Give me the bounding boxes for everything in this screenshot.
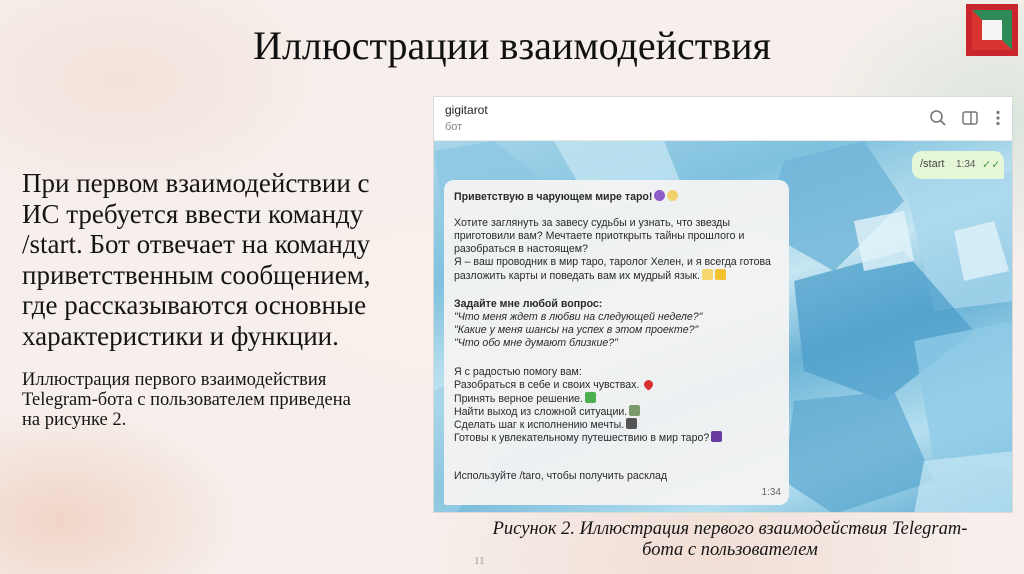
- moon-icon: [667, 190, 678, 201]
- incoming-message[interactable]: [444, 180, 789, 505]
- caption-line: Рисунок 2. Иллюстрация первого взаимодействия Telegram-: [492, 519, 968, 539]
- intro-line: Хотите заглянуть за завесу судьбы и узнать, что звезды: [454, 217, 730, 229]
- question-line: "Что меня ждет в любви на следующей неделе?": [454, 311, 703, 323]
- note-line: Иллюстрация первого взаимодействия: [22, 370, 327, 390]
- paragraph-line: При первом взаимодействии с: [22, 168, 370, 198]
- more-vertical-icon[interactable]: [988, 108, 1008, 128]
- sparkles-icon: [702, 269, 713, 280]
- intro-line: разобраться в настоящем?: [454, 243, 588, 255]
- paragraph-line: ИС требуется ввести команду: [22, 198, 364, 229]
- paragraph-line: /start. Бот отвечает на команду: [22, 229, 371, 259]
- outgoing-time: 1:34: [956, 159, 976, 170]
- intro-line: разложить карты и поведать вам их мудрый язык.: [454, 269, 726, 283]
- note-line: Telegram-бота с пользователем приведена: [22, 390, 351, 410]
- check-mark-icon: [585, 392, 596, 403]
- figure-caption: [445, 519, 1015, 561]
- footer-line: Используйте /taro, чтобы получить расклад: [454, 470, 668, 482]
- outgoing-text: /start: [920, 158, 945, 170]
- slide-title: Иллюстрации взаимодействия: [253, 23, 771, 68]
- paragraph-line: характеристики и функции.: [22, 320, 339, 351]
- sidebar-toggle-icon[interactable]: [960, 108, 980, 128]
- incoming-time: 1:34: [761, 487, 781, 498]
- chat-area[interactable]: [434, 141, 1012, 513]
- note-line: на рисунке 2.: [22, 410, 127, 430]
- help-line: Готовы к увлекательному путешествию в мир таро?: [454, 431, 722, 445]
- help-line: Найти выход из сложной ситуации.: [454, 405, 640, 419]
- paragraph-line: где рассказываются основные: [22, 290, 367, 320]
- chat-status: бот: [445, 121, 463, 133]
- crystal-ball-icon: [654, 190, 665, 201]
- help-line: Принять верное решение.: [454, 392, 596, 406]
- question-line: "Какие у меня шансы на успех в этом проекте?": [454, 324, 699, 336]
- road-icon: [629, 405, 640, 416]
- question-line: "Что обо мне думают близкие?": [454, 337, 618, 349]
- help-line: Разобраться в себе и своих чувствах.: [454, 379, 653, 392]
- star-icon: [715, 269, 726, 280]
- intro-line: Я – ваш проводник в мир таро, таролог Хелен, и я всегда готова: [454, 256, 771, 268]
- double-check-icon: ✓✓: [982, 159, 1001, 171]
- paragraph-line: приветственным сообщением,: [22, 259, 371, 290]
- question-header: Задайте мне любой вопрос:: [454, 298, 603, 310]
- heart-icon: [642, 378, 655, 391]
- help-line: Сделать шаг к исполнению мечты.: [454, 418, 637, 432]
- caption-line: бота с пользователем: [642, 540, 818, 560]
- figure-note: [22, 370, 417, 430]
- greeting-line: Приветствую в чарующем мире таро!: [454, 190, 678, 204]
- chat-header: [434, 97, 1012, 141]
- search-icon[interactable]: [928, 108, 948, 128]
- main-paragraph: [22, 168, 417, 351]
- galaxy-icon: [711, 431, 722, 442]
- intro-line: приготовили вам? Мечтаете приоткрыть тайны прошлого и: [454, 230, 745, 242]
- outgoing-message[interactable]: [912, 151, 1004, 179]
- telegram-chat-window: [433, 96, 1013, 513]
- footprints-icon: [626, 418, 637, 429]
- page-number: 11: [474, 555, 485, 567]
- help-line: Я с радостью помогу вам:: [454, 366, 582, 378]
- chat-name[interactable]: gigitarot: [445, 103, 488, 117]
